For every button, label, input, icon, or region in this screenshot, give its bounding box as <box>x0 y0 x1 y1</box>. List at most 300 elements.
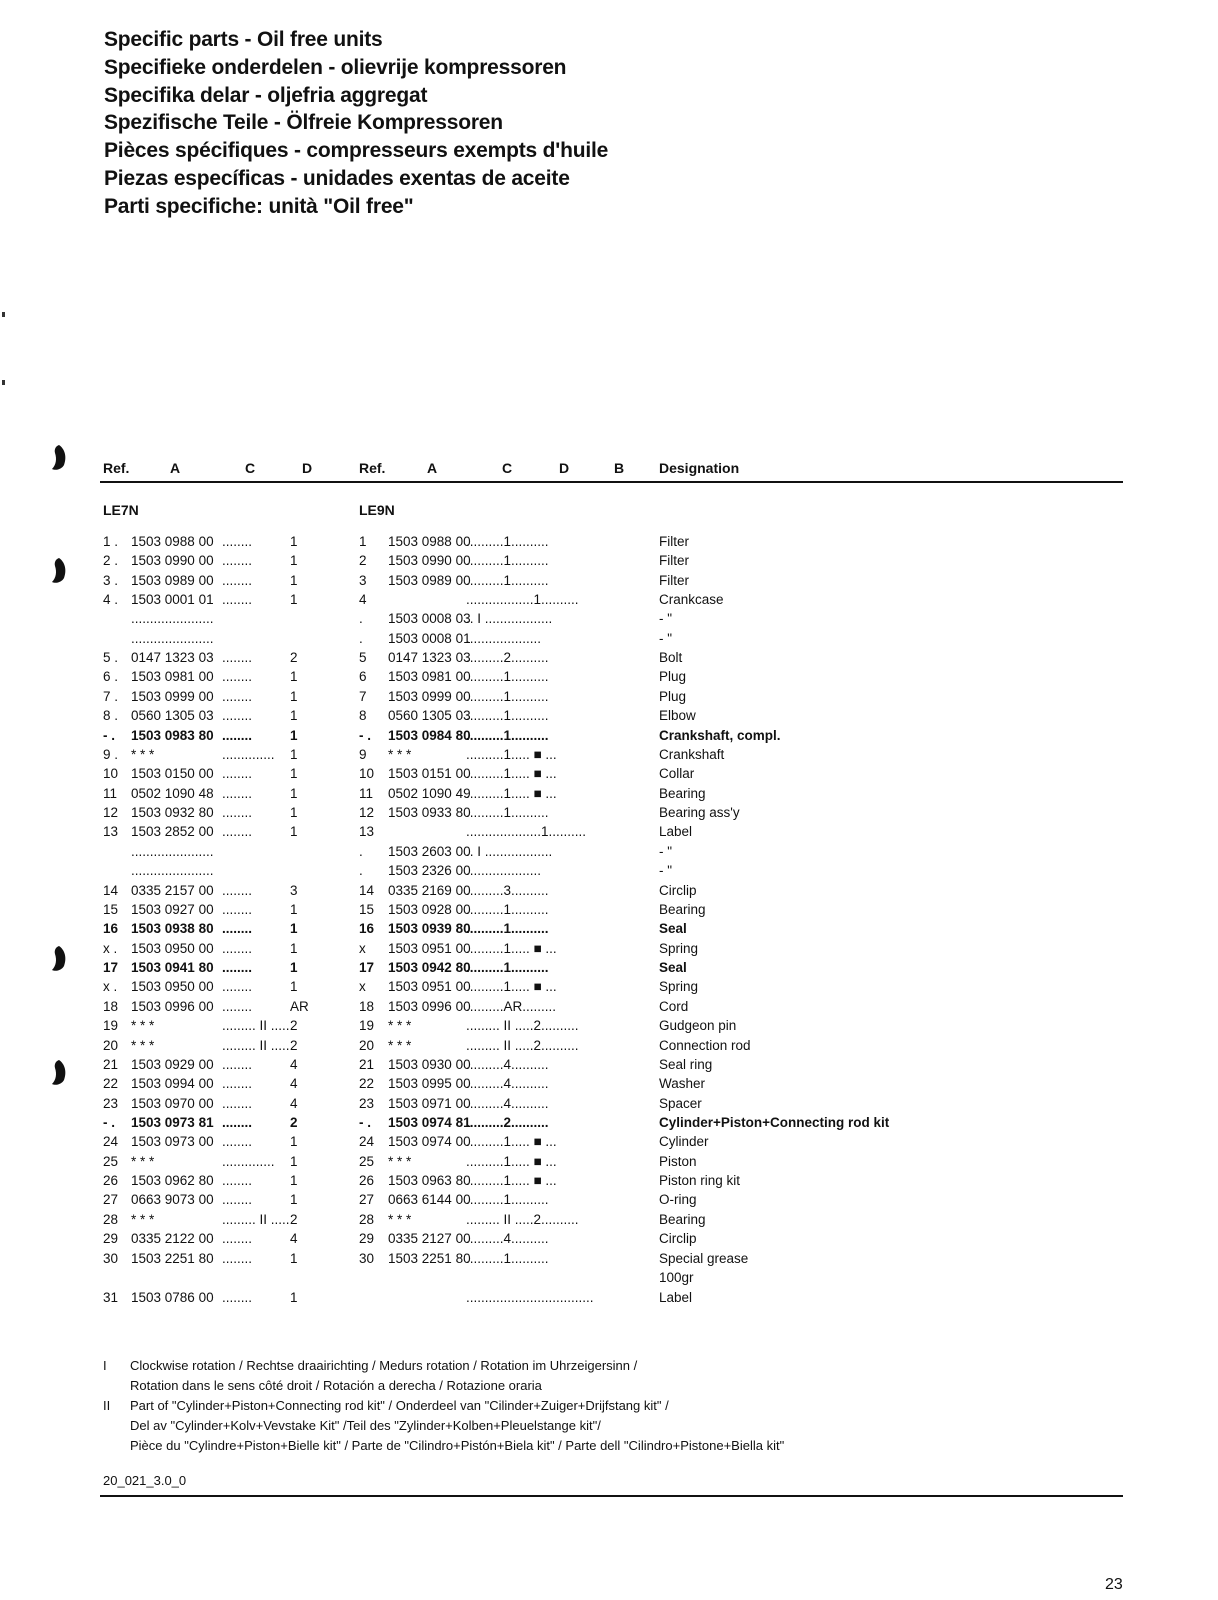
designation: Cord <box>659 999 689 1014</box>
left-part-number: ...................... <box>131 611 214 626</box>
table-row <box>0 861 1218 881</box>
left-quantity: 3 <box>290 883 298 898</box>
left-leader: ........ <box>222 534 253 549</box>
right-part-number: 1503 0990 00 <box>388 553 471 568</box>
left-quantity: 1 <box>290 573 298 588</box>
left-part-number: ...................... <box>131 631 214 646</box>
right-part-number: 1503 0984 80 <box>388 728 471 743</box>
left-quantity: 1 <box>290 553 298 568</box>
table-row <box>0 687 1218 707</box>
header-a-left: A <box>170 460 181 476</box>
right-part-number: 1503 0942 80 <box>388 960 471 975</box>
left-quantity: 1 <box>290 979 298 994</box>
right-part-number: 1503 2326 00 <box>388 863 471 878</box>
left-leader: ........ <box>222 921 253 936</box>
left-quantity: 1 <box>290 592 298 607</box>
right-leader: ..........1..... ■ ... <box>466 979 557 994</box>
right-ref: 3 <box>359 573 367 588</box>
left-ref: - . <box>103 1115 115 1130</box>
right-part-number: * * * <box>388 1038 412 1053</box>
header-rule <box>100 481 1123 483</box>
left-part-number: 1503 0988 00 <box>131 534 214 549</box>
left-part-number: 0502 1090 48 <box>131 786 214 801</box>
table-row <box>0 667 1218 687</box>
right-ref: 16 <box>359 921 375 936</box>
table-row <box>0 1268 1218 1288</box>
left-part-number: 1503 0973 00 <box>131 1134 214 1149</box>
header-c-right: C <box>502 460 513 476</box>
right-leader: ..........4.......... <box>466 1057 549 1072</box>
right-ref: 1 <box>359 534 367 549</box>
right-leader: ..........1.......... <box>466 553 549 568</box>
left-part-number: * * * <box>131 1018 155 1033</box>
left-ref: 19 <box>103 1018 119 1033</box>
table-row <box>0 726 1218 746</box>
designation: Crankcase <box>659 592 724 607</box>
footnote-symbol: I <box>103 1358 107 1373</box>
designation: Plug <box>659 669 687 684</box>
right-ref: 22 <box>359 1076 375 1091</box>
designation: Bearing <box>659 1212 706 1227</box>
right-part-number: 1503 0996 00 <box>388 999 471 1014</box>
right-ref: - . <box>359 728 371 743</box>
header-a-right: A <box>427 460 438 476</box>
left-part-number: 1503 0996 00 <box>131 999 214 1014</box>
table-row <box>0 939 1218 959</box>
left-leader: ........ <box>222 669 253 684</box>
right-leader: .. I .................. <box>466 611 553 626</box>
left-leader: ......... II ..... <box>222 1212 290 1227</box>
designation: Piston <box>659 1154 697 1169</box>
document-id: 20_021_3.0_0 <box>103 1473 187 1488</box>
table-row <box>0 803 1218 823</box>
left-part-number: 0335 2122 00 <box>131 1231 214 1246</box>
right-ref: x <box>359 941 366 956</box>
right-leader: ..........1.......... <box>466 1192 549 1207</box>
title-sv: Specifika delar - oljefria aggregat <box>104 83 428 107</box>
left-part-number: 0560 1305 03 <box>131 708 214 723</box>
header-d-left: D <box>302 460 313 476</box>
right-leader: ..........1..... ■ ... <box>466 941 557 956</box>
right-leader: ..........1.......... <box>466 669 549 684</box>
left-quantity: 1 <box>290 805 298 820</box>
header-ref-left: Ref. <box>103 460 130 476</box>
table-row <box>0 842 1218 862</box>
left-ref: 3 . <box>103 573 119 588</box>
left-ref: 7 . <box>103 689 119 704</box>
left-leader: ........ <box>222 708 253 723</box>
right-part-number: 1503 0995 00 <box>388 1076 471 1091</box>
table-row <box>0 1210 1218 1230</box>
table-row <box>0 1074 1218 1094</box>
left-leader: .............. <box>222 1154 275 1169</box>
left-ref: 4 . <box>103 592 119 607</box>
designation: Seal <box>659 921 687 936</box>
right-ref: x <box>359 979 366 994</box>
left-quantity: 2 <box>290 1038 298 1053</box>
left-quantity: 4 <box>290 1096 298 1111</box>
right-part-number: 1503 0939 80 <box>388 921 471 936</box>
left-leader: ........ <box>222 728 253 743</box>
footer-rule <box>100 1495 1123 1497</box>
table-row <box>0 648 1218 668</box>
table-row <box>0 609 1218 629</box>
right-leader: ..........4.......... <box>466 1076 549 1091</box>
left-part-number: 1503 0973 81 <box>131 1115 214 1130</box>
table-row <box>0 1288 1218 1308</box>
left-leader: ........ <box>222 650 253 665</box>
left-part-number: * * * <box>131 1038 155 1053</box>
designation: Label <box>659 824 693 839</box>
left-leader: ........ <box>222 1096 253 1111</box>
right-leader: ..........1.......... <box>466 805 549 820</box>
right-part-number: 1503 0963 80 <box>388 1173 471 1188</box>
designation: Filter <box>659 534 689 549</box>
right-ref: 27 <box>359 1192 375 1207</box>
left-leader: ........ <box>222 999 253 1014</box>
left-ref: 6 . <box>103 669 119 684</box>
right-ref: 24 <box>359 1134 375 1149</box>
left-part-number: 1503 0950 00 <box>131 941 214 956</box>
right-ref: 19 <box>359 1018 375 1033</box>
designation: Circlip <box>659 1231 697 1246</box>
header-b-right: B <box>614 460 625 476</box>
right-part-number: 1503 0933 80 <box>388 805 471 820</box>
right-ref: 10 <box>359 766 375 781</box>
table-row <box>0 1113 1218 1133</box>
right-leader: ......... II .....2.......... <box>466 1212 579 1227</box>
left-leader: ........ <box>222 592 253 607</box>
right-ref: 5 <box>359 650 367 665</box>
left-ref: 30 <box>103 1251 119 1266</box>
scan-speck <box>2 312 5 317</box>
left-quantity: 1 <box>290 1173 298 1188</box>
designation: Bearing <box>659 786 706 801</box>
right-leader: ..........1.......... <box>466 534 549 549</box>
right-part-number: 0502 1090 49 <box>388 786 471 801</box>
left-part-number: * * * <box>131 1212 155 1227</box>
right-part-number: 0147 1323 03 <box>388 650 471 665</box>
left-quantity: 1 <box>290 728 298 743</box>
left-leader: ........ <box>222 883 253 898</box>
left-ref: 16 <box>103 921 119 936</box>
right-part-number: 1503 0974 81 <box>388 1115 471 1130</box>
left-quantity: 1 <box>290 902 298 917</box>
table-row <box>0 745 1218 765</box>
right-ref: 4 <box>359 592 367 607</box>
right-ref: 15 <box>359 902 375 917</box>
footnote-line: Clockwise rotation / Rechtse draairichting / Medurs rotation / Rotation im Uhrzeigersinn / <box>130 1358 638 1373</box>
left-part-number: 1503 0989 00 <box>131 573 214 588</box>
left-part-number: 1503 0927 00 <box>131 902 214 917</box>
right-ref: 14 <box>359 883 375 898</box>
left-part-number: 1503 0001 01 <box>131 592 214 607</box>
table-row <box>0 997 1218 1017</box>
table-row <box>0 551 1218 571</box>
right-leader: ..........4.......... <box>466 1096 549 1111</box>
designation: Piston ring kit <box>659 1173 741 1188</box>
right-leader: ..........1.......... <box>466 728 549 743</box>
left-quantity: 1 <box>290 1251 298 1266</box>
right-ref: 13 <box>359 824 375 839</box>
designation: Seal ring <box>659 1057 713 1072</box>
designation: Special grease <box>659 1251 749 1266</box>
left-leader: ........ <box>222 689 253 704</box>
right-part-number: 0335 2169 00 <box>388 883 471 898</box>
right-leader: ..........1..... ■ ... <box>466 1173 557 1188</box>
table-row <box>0 1171 1218 1191</box>
designation: Crankshaft <box>659 747 725 762</box>
footnote-line: Pièce du "Cylindre+Piston+Bielle kit" / Parte de "Cilindro+Pistón+Biela kit" / Parte dell "Cilindro+Pistone+Biella kit" <box>130 1438 785 1453</box>
right-leader: ..........AR......... <box>466 999 557 1014</box>
left-quantity: 1 <box>290 921 298 936</box>
left-leader: ........ <box>222 1057 253 1072</box>
table-row <box>0 900 1218 920</box>
right-part-number: 1503 0971 00 <box>388 1096 471 1111</box>
right-ref: 8 <box>359 708 367 723</box>
left-quantity: 1 <box>290 708 298 723</box>
left-part-number: 1503 0932 80 <box>131 805 214 820</box>
left-ref: 18 <box>103 999 119 1014</box>
left-quantity: 1 <box>290 1134 298 1149</box>
title-it: Parti specifiche: unità "Oil free" <box>104 194 414 218</box>
left-ref: x . <box>103 979 118 994</box>
designation: Connection rod <box>659 1038 751 1053</box>
designation: Label <box>659 1290 693 1305</box>
table-row <box>0 1016 1218 1036</box>
left-part-number: ...................... <box>131 863 214 878</box>
left-leader: ........ <box>222 979 253 994</box>
left-ref: 27 <box>103 1192 119 1207</box>
designation: Crankshaft, compl. <box>659 728 781 743</box>
left-leader: ......... II ..... <box>222 1038 290 1053</box>
left-part-number: 1503 2251 80 <box>131 1251 214 1266</box>
designation: O-ring <box>659 1192 697 1207</box>
designation: Spacer <box>659 1096 702 1111</box>
left-ref: 5 . <box>103 650 119 665</box>
left-quantity: 1 <box>290 960 298 975</box>
right-ref: 6 <box>359 669 367 684</box>
left-part-number: 1503 0999 00 <box>131 689 214 704</box>
left-part-number: * * * <box>131 1154 155 1169</box>
designation: Seal <box>659 960 687 975</box>
right-leader: ..........1..... ■ ... <box>466 1134 557 1149</box>
footnotes <box>103 1356 784 1456</box>
left-ref: 26 <box>103 1173 119 1188</box>
left-part-number: 0335 2157 00 <box>131 883 214 898</box>
right-part-number: * * * <box>388 1212 412 1227</box>
right-part-number: 0560 1305 03 <box>388 708 471 723</box>
left-part-number: ...................... <box>131 844 214 859</box>
right-leader: ..........2.......... <box>466 650 549 665</box>
right-leader: ......... II .....2.......... <box>466 1038 579 1053</box>
left-leader: ........ <box>222 1173 253 1188</box>
header-ref-right: Ref. <box>359 460 386 476</box>
left-ref: 20 <box>103 1038 119 1053</box>
left-quantity: 1 <box>290 941 298 956</box>
title-block <box>104 26 608 221</box>
left-ref: - . <box>103 728 115 743</box>
left-ref: 15 <box>103 902 119 917</box>
left-ref: 29 <box>103 1231 119 1246</box>
left-part-number: 1503 0941 80 <box>131 960 214 975</box>
designation: Washer <box>659 1076 706 1091</box>
right-part-number: * * * <box>388 1018 412 1033</box>
left-quantity: 2 <box>290 1212 298 1227</box>
designation: 100gr <box>659 1270 694 1285</box>
right-leader: ..........1..... ■ ... <box>466 747 557 762</box>
right-part-number: * * * <box>388 747 412 762</box>
left-ref: 12 <box>103 805 119 820</box>
left-ref: 17 <box>103 960 119 975</box>
table-row <box>0 1055 1218 1075</box>
table-row <box>0 881 1218 901</box>
designation: Spring <box>659 979 699 994</box>
left-quantity: 1 <box>290 1154 298 1169</box>
designation: Cylinder+Piston+Connecting rod kit <box>659 1115 890 1130</box>
left-quantity: 1 <box>290 669 298 684</box>
left-part-number: 1503 0929 00 <box>131 1057 214 1072</box>
binder-hole-mark <box>50 445 68 471</box>
left-ref: x . <box>103 941 118 956</box>
right-ref: 12 <box>359 805 375 820</box>
right-leader: ..........1.......... <box>466 573 549 588</box>
right-part-number: 1503 0008 03 <box>388 611 471 626</box>
right-part-number: 1503 2251 80 <box>388 1251 471 1266</box>
left-part-number: 1503 0990 00 <box>131 553 214 568</box>
right-part-number: 1503 2603 00 <box>388 844 471 859</box>
left-part-number: 1503 0786 00 <box>131 1290 214 1305</box>
footnote-ii <box>103 1396 784 1456</box>
left-quantity: 2 <box>290 650 298 665</box>
right-ref: 23 <box>359 1096 375 1111</box>
left-leader: ........ <box>222 1231 253 1246</box>
designation: - " <box>659 631 673 646</box>
left-quantity: 1 <box>290 786 298 801</box>
left-leader: ........ <box>222 786 253 801</box>
left-leader: ........ <box>222 573 253 588</box>
left-leader: ........ <box>222 805 253 820</box>
left-quantity: 4 <box>290 1076 298 1091</box>
header-designation: Designation <box>659 460 740 476</box>
left-ref: 14 <box>103 883 119 898</box>
footnote-line: Del av "Cylinder+Kolv+Vevstake Kit" /Teil des "Zylinder+Kolben+Pleuelstange kit"/ <box>130 1418 601 1433</box>
right-ref: 30 <box>359 1251 375 1266</box>
right-leader: ..........1.......... <box>466 902 549 917</box>
left-leader: ........ <box>222 1251 253 1266</box>
left-leader: ........ <box>222 1115 253 1130</box>
left-ref: 24 <box>103 1134 119 1149</box>
left-ref: 21 <box>103 1057 119 1072</box>
left-quantity: 1 <box>290 824 298 839</box>
table-row <box>0 784 1218 804</box>
table-row <box>0 532 1218 552</box>
designation: - " <box>659 844 673 859</box>
left-ref: 10 <box>103 766 119 781</box>
page-number: 23 <box>1105 1576 1123 1593</box>
left-leader: ........ <box>222 1290 253 1305</box>
designation: Spring <box>659 941 699 956</box>
table-row <box>0 977 1218 997</box>
right-part-number: 0663 6144 00 <box>388 1192 471 1207</box>
right-ref: 29 <box>359 1231 375 1246</box>
table-row <box>0 590 1218 610</box>
designation: - " <box>659 863 673 878</box>
left-leader: ........ <box>222 824 253 839</box>
right-part-number: 1503 0999 00 <box>388 689 471 704</box>
right-leader: ......... II .....2.......... <box>466 1018 579 1033</box>
left-leader: ......... II ..... <box>222 1018 290 1033</box>
left-ref: 8 . <box>103 708 119 723</box>
left-leader: ........ <box>222 1192 253 1207</box>
left-quantity: 1 <box>290 1192 298 1207</box>
right-leader: .. I .................. <box>466 844 553 859</box>
right-leader: ..........4.......... <box>466 1231 549 1246</box>
right-part-number: 1503 0928 00 <box>388 902 471 917</box>
table-row <box>0 571 1218 591</box>
right-ref: 17 <box>359 960 375 975</box>
left-quantity: 2 <box>290 1018 298 1033</box>
table-row <box>0 764 1218 784</box>
right-leader: ..........1..... ■ ... <box>466 786 557 801</box>
designation: Bearing ass'y <box>659 805 740 820</box>
left-quantity: 4 <box>290 1057 298 1072</box>
designation: Elbow <box>659 708 696 723</box>
left-leader: ........ <box>222 902 253 917</box>
designation: Plug <box>659 689 687 704</box>
designation: Filter <box>659 553 689 568</box>
table-row <box>0 1132 1218 1152</box>
left-ref: 2 . <box>103 553 119 568</box>
right-leader: ..........1..... ■ ... <box>466 1154 557 1169</box>
left-quantity: 1 <box>290 1290 298 1305</box>
designation: Cylinder <box>659 1134 709 1149</box>
table-row <box>0 822 1218 842</box>
left-part-number: * * * <box>131 747 155 762</box>
model-le7n: LE7N <box>103 502 139 518</box>
model-le9n: LE9N <box>359 502 395 518</box>
right-leader: ..........3.......... <box>466 883 549 898</box>
left-leader: .............. <box>222 747 275 762</box>
table-row <box>0 1229 1218 1249</box>
right-leader: ..........1.......... <box>466 1251 549 1266</box>
left-leader: ........ <box>222 941 253 956</box>
header-d-right: D <box>559 460 570 476</box>
table-row <box>0 919 1218 939</box>
right-ref: 11 <box>359 786 374 801</box>
left-part-number: 1503 0950 00 <box>131 979 214 994</box>
right-ref: . <box>359 611 363 626</box>
right-leader: .................................. <box>466 1290 594 1305</box>
right-ref: 18 <box>359 999 375 1014</box>
table-row <box>0 958 1218 978</box>
right-part-number: 1503 0951 00 <box>388 979 471 994</box>
right-ref: 20 <box>359 1038 375 1053</box>
designation: Filter <box>659 573 689 588</box>
left-ref: 9 . <box>103 747 119 762</box>
right-ref: 7 <box>359 689 367 704</box>
right-part-number: 1503 0930 00 <box>388 1057 471 1072</box>
title-nl: Specifieke onderdelen - olievrije kompressoren <box>104 55 567 79</box>
right-leader: ..........1.......... <box>466 921 549 936</box>
designation: Bolt <box>659 650 683 665</box>
left-part-number: 1503 0150 00 <box>131 766 214 781</box>
designation: Gudgeon pin <box>659 1018 737 1033</box>
right-leader: ..........1.......... <box>466 960 549 975</box>
right-leader: .................... <box>466 631 542 646</box>
designation: Collar <box>659 766 695 781</box>
right-part-number: 1503 0151 00 <box>388 766 471 781</box>
